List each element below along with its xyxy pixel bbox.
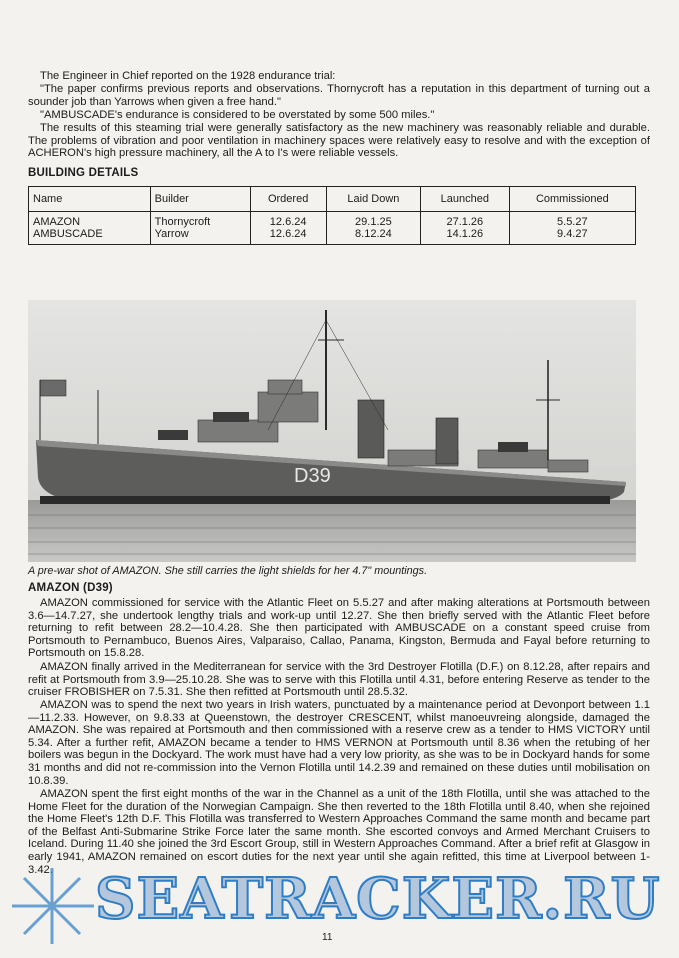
building-details-heading: BUILDING DETAILS: [28, 167, 139, 179]
table-cell-launched: [421, 212, 510, 245]
table-cell-builder: [150, 212, 250, 245]
cell-value: 12.6.24: [269, 216, 307, 228]
section-heading-amazon: AMAZON (D39): [28, 582, 113, 594]
column-header-ordered: Ordered: [250, 187, 326, 212]
watermark-logo: SEATRACKER.RU: [95, 866, 661, 932]
cell-value: Thornycroft: [154, 216, 211, 228]
amazon-paragraph-1: AMAZON commissioned for service with the Atlantic Fleet on 5.5.27 and after making alterations at Portsmouth between 3.6—14.7.27, she undertook lengthy trials and work-up until 12.27. She then briefly served with the Atlantic Fleet before returning to refit between 28.2—10.4.28. She then participated with AMBUSCADE on a constant speed cruise from Portsmouth to Pernambuco, Buenos Aires, Valparaiso, Callao, Panama, Kingston, Bermuda and Fayal before returning to Portsmouth on 15.8.28.: [28, 597, 650, 660]
photo-caption: A pre-war shot of AMAZON. She still carries the light shields for her 4.7" mountings.: [28, 565, 428, 577]
amazon-paragraph-4: AMAZON spent the first eight months of the war in the Channel as a unit of the 18th Flotilla, until she was attached to the Home Fleet for the duration of the Norwegian Campaign. She then reverted to the 18th Flotilla until 8.40, when she rejoined the Home Fleet's 12th D.F. This Flotilla was transferred to Western Approaches Command the same month and became part of the Belfast Anti-Submarine Strike Force later the same month. She escorted convoys and Armed Merchant Cruisers to Iceland. During 11.40 she joined the 3rd Escort Group, still in Western Approaches Command. After a brief refit at Glasgow in early 1941, AMAZON remained on escort duties for the next year until she again refitted, this time at Liverpool between 1-3.42.: [28, 788, 650, 876]
cell-value: 27.1.26: [446, 216, 484, 228]
amazon-paragraph-3: AMAZON was to spend the next two years in Irish waters, punctuated by a maintenance period at Devonport between 1.1—11.2.33. However, on 9.8.33 at Queenstown, the destroyer CRESCENT, whilst manoeuvreing alongside, damaged the AMAZON. She was repaired at Portsmouth and then commissioned with a reserve crew as a tender to HMS VICTORY until 5.34. After a further refit, AMAZON became a tender to HMS VERNON at Portsmouth until 8.36 when the retubing of her boilers was begun in the Dockyard. The work must have had a very low priority, as she was to be in Dockyard hands for some 31 months and did not re-commission into the Vernon Flotilla until 14.2.39 and remained on these duties until mobilisation on 10.8.39.: [28, 699, 650, 787]
cell-value: AMAZON: [33, 216, 81, 228]
intro-quote-2: "AMBUSCADE's endurance is considered to be overstated by some 500 miles.": [40, 109, 435, 121]
cell-value: 12.6.24: [269, 228, 307, 240]
table-cell-name: [29, 212, 151, 245]
aft-funnel: [436, 418, 458, 464]
ship-photo: [28, 300, 636, 562]
table-header-row: [29, 187, 636, 212]
cell-value: 8.12.24: [355, 228, 392, 240]
cell-value: 9.4.27: [557, 228, 588, 240]
intro-paragraph-results: The results of this steaming trial were generally satisfactory as the new machinery was reasonably reliable and durable. The problems of vibration and poor ventilation in machinery spaces were relatively easy to resolve and with the exception of ACHERON's high pressure machinery, all the A to I's were reliable vessels.: [28, 122, 650, 160]
column-header-commissioned: Commissioned: [509, 187, 635, 212]
intro-paragraph-1: The Engineer in Chief reported on the 1928 endurance trial:: [40, 70, 336, 82]
column-header-launched: Launched: [421, 187, 510, 212]
table-cell-commissioned: [509, 212, 635, 245]
cell-value: 29.1.25: [355, 216, 392, 228]
table-row: [29, 212, 636, 245]
building-details-table: [28, 186, 636, 245]
table-cell-laid-down: [326, 212, 420, 245]
ensign-flag: [40, 380, 66, 396]
page-number: 11: [322, 932, 333, 943]
column-header-name: Name: [29, 187, 151, 212]
sea: [28, 500, 636, 562]
table-cell-ordered: [250, 212, 326, 245]
watermark-star-icon: [2, 866, 102, 946]
cell-value: AMBUSCADE: [33, 228, 103, 240]
waterline: [40, 496, 610, 504]
cell-value: Yarrow: [154, 228, 189, 240]
hull-number: D39: [294, 465, 331, 487]
column-header-builder: Builder: [150, 187, 250, 212]
cell-value: 14.1.26: [446, 228, 484, 240]
forward-funnel: [358, 400, 384, 458]
amazon-paragraph-2: AMAZON finally arrived in the Mediterranean for service with the 3rd Destroyer Flotilla (D.F.) on 8.12.28, after repairs and refit at Portsmouth from 3.9—25.10.28. She was to serve with this Flotilla until 4.31, before entering Reserve as tender to the cruiser FROBISHER on 7.5.31. She then refitted at Portsmouth until 28.5.32.: [28, 661, 650, 699]
intro-quote-1: "The paper confirms previous reports and observations. Thornycroft has a reputation in this department of turning out a sounder job than Yarrows when given a free hand.": [28, 83, 650, 108]
column-header-laid-down: Laid Down: [326, 187, 420, 212]
cell-value: 5.5.27: [557, 216, 588, 228]
